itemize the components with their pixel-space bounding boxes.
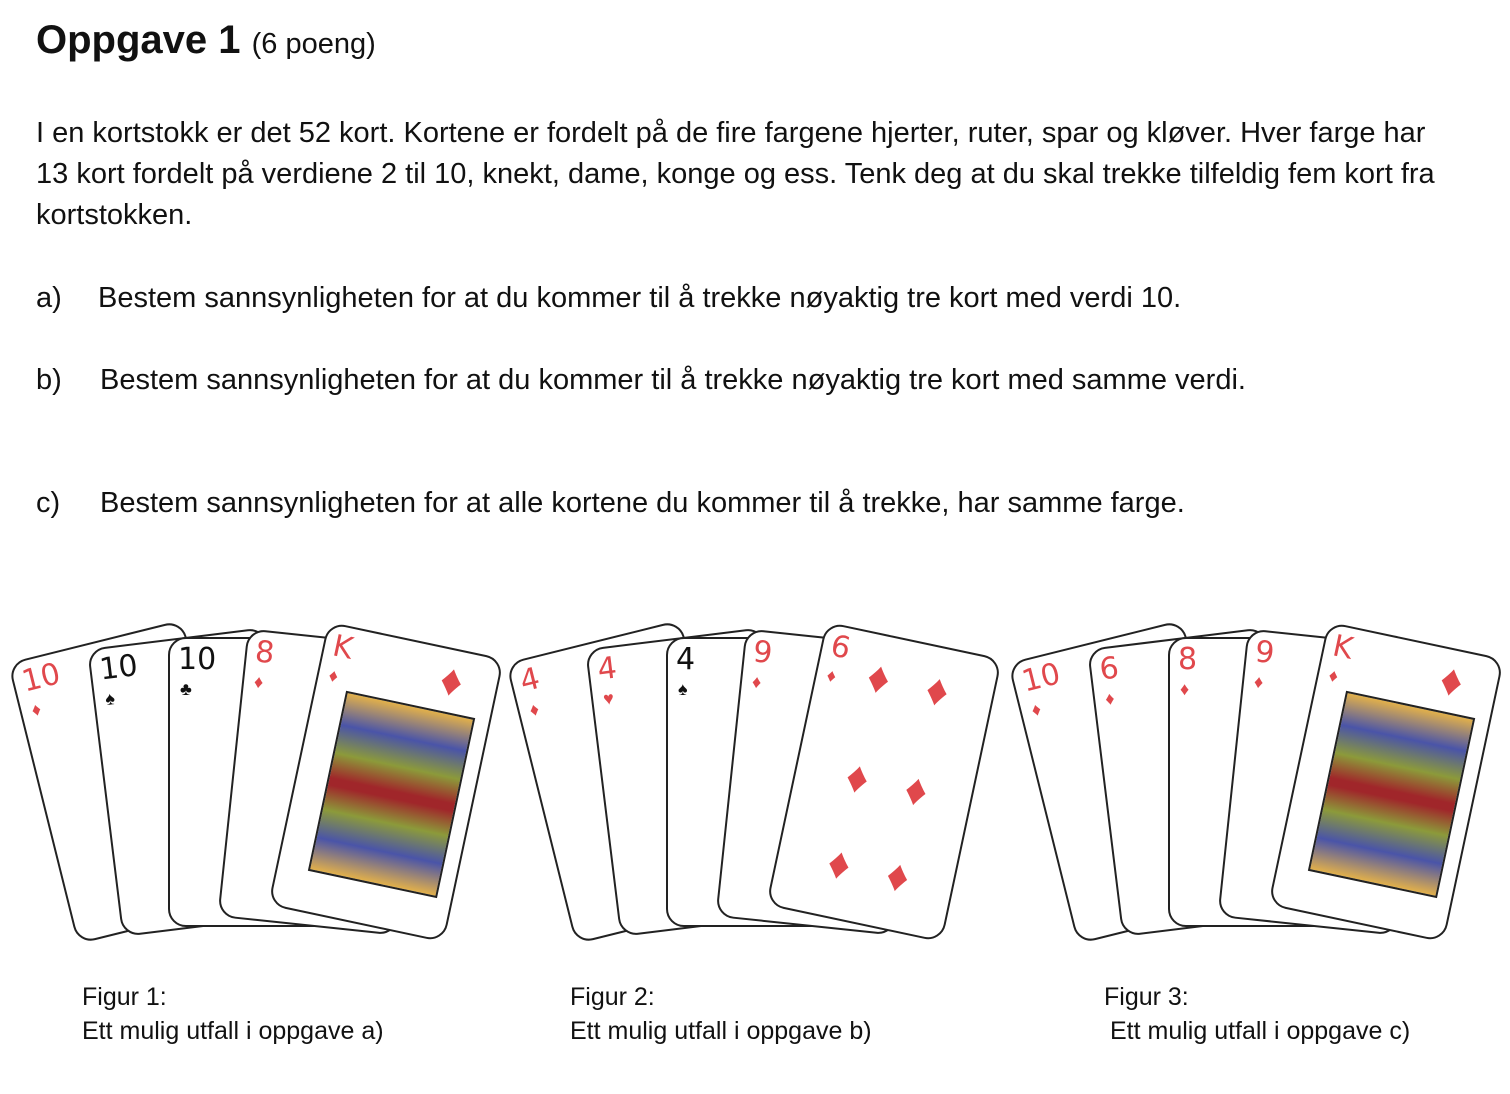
task-heading	[36, 18, 376, 63]
king-portrait-icon	[308, 691, 475, 898]
card-rank: K	[1329, 628, 1357, 667]
card-rank: 8	[1178, 642, 1198, 677]
figure-title: Figur 2:	[570, 983, 655, 1011]
suit-pip-icon: ♦	[881, 850, 914, 903]
card-rank: 10	[97, 648, 140, 688]
suit-pip-icon: ♦	[823, 837, 856, 891]
question-label: c)	[36, 487, 61, 519]
intro-paragraph: I en kortstokk er det 52 kort. Kortene er fordelt på de fire fargene hjerter, ruter, spar og kløver. Hver farge har 13 kort fordelt på verdiene 2 til 10, knekt, dame, konge og ess. Tenk deg at du skal trekke tilfeldig fem kort fra kortstokken.	[36, 117, 1435, 231]
card-rank: 4	[516, 660, 544, 700]
suit-pip-icon: ♦	[1435, 654, 1468, 708]
card-suit: ♦	[1104, 688, 1116, 710]
figure-2-caption	[570, 980, 872, 1048]
question-text: Bestem sannsynligheten for at du kommer til å trekke nøyaktig tre kort med verdi 10.	[98, 282, 1182, 314]
question-text: Bestem sannsynligheten for at alle kortene du kommer til å trekke, har samme farge.	[100, 487, 1185, 519]
figure-title: Figur 3:	[1104, 983, 1189, 1011]
card-suit: ♥	[602, 687, 616, 710]
card-rank: 10	[1018, 656, 1065, 700]
card-rank: 8	[253, 634, 277, 672]
suit-pip-icon: ♦	[921, 664, 954, 717]
card-suit: ♦	[751, 671, 763, 693]
card-rank: 4	[676, 642, 696, 677]
card-suit: ♦	[527, 698, 542, 721]
card-rank: 6	[1097, 650, 1121, 688]
figure-caption: Ett mulig utfall i oppgave a)	[82, 1017, 384, 1045]
figure-title: Figur 1:	[82, 983, 167, 1011]
card-suit: ♣	[180, 679, 192, 699]
king-portrait-icon	[1308, 691, 1475, 898]
suit-pip-icon: ♦	[900, 764, 933, 817]
card-suit: ♦	[29, 698, 44, 721]
suit-pip-icon: ♦	[435, 654, 468, 708]
card-suit: ♦	[326, 665, 341, 687]
card-rank: K	[329, 628, 357, 667]
figure-caption: Ett mulig utfall i oppgave b)	[570, 1017, 872, 1045]
figure-1-caption	[82, 980, 384, 1048]
figure-3-caption	[1104, 980, 1410, 1048]
card-suit: ♦	[1326, 665, 1341, 687]
task-points: (6 poeng)	[251, 28, 376, 60]
figure-caption: Ett mulig utfall i oppgave c)	[1110, 1017, 1411, 1045]
card-rank: 4	[595, 650, 619, 688]
question-text: Bestem sannsynligheten for at du kommer til å trekke nøyaktig tre kort med samme verdi.	[100, 364, 1246, 396]
card-rank: 10	[178, 642, 217, 677]
card-rank: 9	[1253, 634, 1277, 672]
card-rank: 10	[18, 656, 65, 700]
task-title: Oppgave 1	[36, 18, 241, 62]
card-rank: 6	[827, 628, 854, 667]
card-suit: ♠	[678, 679, 688, 699]
card-suit: ♦	[824, 665, 839, 687]
card-suit: ♦	[1253, 671, 1265, 693]
card-rank: 9	[751, 634, 775, 672]
card-suit: ♦	[1180, 679, 1190, 699]
question-label: b)	[36, 364, 62, 396]
card-suit: ♦	[253, 671, 265, 693]
card-suit: ♦	[1029, 698, 1044, 721]
card-suit: ♠	[104, 688, 116, 710]
suit-pip-icon: ♦	[841, 751, 874, 805]
question-label: a)	[36, 282, 62, 314]
suit-pip-icon: ♦	[862, 651, 895, 705]
